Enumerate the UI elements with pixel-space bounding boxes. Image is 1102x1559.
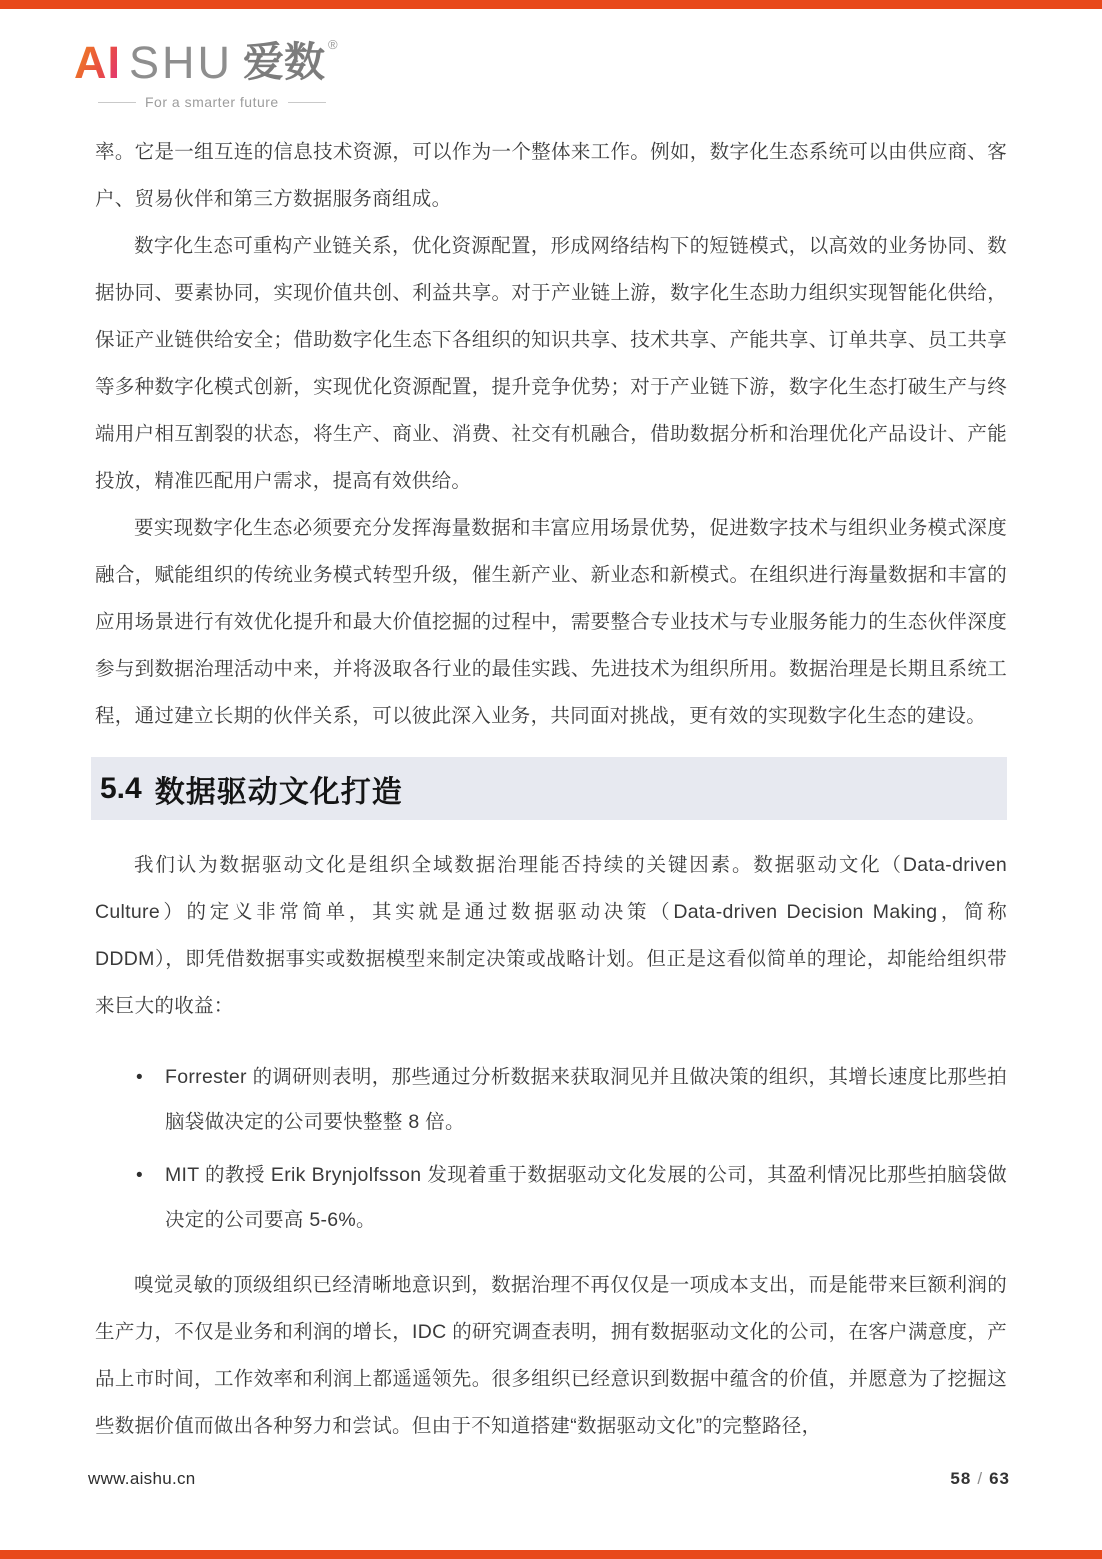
- page-number-separator: /: [977, 1469, 984, 1488]
- list-item: • MIT 的教授 Erik Brynjolfsson 发现着重于数据驱动文化发展的公司，其盈利情况比那些拍脑袋做决定的公司要高 5-6%。: [165, 1153, 1007, 1243]
- registered-trademark-icon: ®: [328, 37, 338, 52]
- page-total: 63: [989, 1469, 1010, 1488]
- bullet-list: [95, 1055, 1007, 1243]
- page-number: [950, 1469, 1010, 1489]
- paragraph-continuation: 率。它是一组互连的信息技术资源，可以作为一个整体来工作。例如，数字化生态系统可以由供应商、客户、贸易伙伴和第三方数据服务商组成。: [95, 141, 1007, 210]
- section-number: 5.4: [100, 771, 142, 805]
- logo-tagline: [98, 94, 338, 110]
- list-item: • Forrester 的调研则表明，那些通过分析数据来获取洞见并且做决策的组织，其增长速度比那些拍脑袋做决定的公司要快整整 8 倍。: [165, 1055, 1007, 1145]
- section-heading: [91, 757, 1007, 820]
- logo-shu-text: SHU: [129, 37, 234, 88]
- document-body: [95, 129, 1007, 1450]
- page-footer: [88, 1469, 1010, 1489]
- bottom-accent-bar: [0, 1550, 1102, 1559]
- paragraph: 要实现数字化生态必须要充分发挥海量数据和丰富应用场景优势，促进数字技术与组织业务模式深度融合，赋能组织的传统业务模式转型升级，催生新产业、新业态和新模式。在组织进行海量数据和丰富的应用场景进行有效优化提升和最大价值挖掘的过程中，需要整合专业技术与专业服务能力的生态伙伴深度参与到数据治理活动中来，并将汲取各行业的最佳实践、先进技术为组织所用。数据治理是长期且系统工程，通过建立长期的伙伴关系，可以彼此深入业务，共同面对挑战，更有效的实现数字化生态的建设。: [95, 517, 1007, 727]
- page-current: 58: [950, 1469, 972, 1488]
- website-link[interactable]: www.aishu.cn: [88, 1469, 196, 1488]
- aishu-logo: [74, 37, 338, 88]
- tagline-dash-left: [98, 102, 136, 103]
- logo-ai-text: AI: [74, 37, 121, 88]
- top-accent-bar: [0, 0, 1102, 9]
- tagline-dash-right: [288, 102, 326, 103]
- tagline-text: For a smarter future: [145, 94, 279, 110]
- paragraph: 数字化生态可重构产业链关系，优化资源配置，形成网络结构下的短链模式，以高效的业务协同、数据协同、要素协同，实现价值共创、利益共享。对于产业链上游，数字化生态助力组织实现智能化供给，保证产业链供给安全；借助数字化生态下各组织的知识共享、技术共享、产能共享、订单共享、员工共享等多种数字化模式创新，实现优化资源配置，提升竞争优势；对于产业链下游，数字化生态打破生产与终端用户相互割裂的状态，将生产、商业、消费、社交有机融合，借助数据分析和治理优化产品设计、产能投放，精准匹配用户需求，提高有效供给。: [95, 235, 1007, 492]
- paragraph: 我们认为数据驱动文化是组织全域数据治理能否持续的关键因素。数据驱动文化（Data-driven Culture）的定义非常简单，其实就是通过数据驱动决策（Data-driven Decision Making，简称 DDDM），即凭借数据事实或数据模型来制定决策或战略计划。但正是这看似简单的理论，却能给组织带来巨大的收益：: [95, 854, 1007, 1017]
- page-header: [74, 37, 338, 110]
- paragraph: 嗅觉灵敏的顶级组织已经清晰地意识到，数据治理不再仅仅是一项成本支出，而是能带来巨额利润的生产力，不仅是业务和利润的增长，IDC 的研究调查表明，拥有数据驱动文化的公司，在客户满意度，产品上市时间，工作效率和利润上都遥遥领先。很多组织已经意识到数据中蕴含的价值，并愿意为了挖掘这些数据价值而做出各种努力和尝试。但由于不知道搭建“数据驱动文化”的完整路径，: [95, 1274, 1007, 1437]
- logo-chinese-text: 爱数: [243, 39, 326, 85]
- section-title: 数据驱动文化打造: [154, 775, 403, 809]
